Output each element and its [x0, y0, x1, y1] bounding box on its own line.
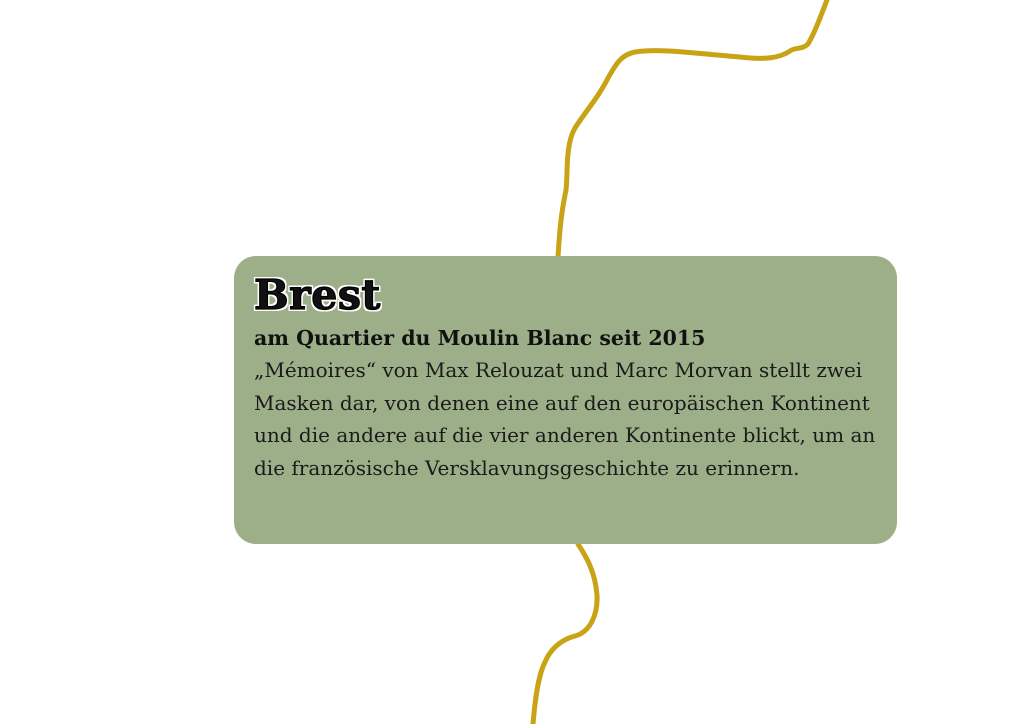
location-title: Brest	[254, 271, 381, 319]
location-description: „Mémoires“ von Max Relouzat und Marc Morvan stellt zwei Masken dar, von denen eine auf den europäischen Kontinent und die andere auf die vier anderen Kontinente blickt, um an die französische Versklavungsgeschichte zu erinnern.	[254, 358, 876, 480]
location-info-card	[234, 256, 897, 544]
location-subtitle: am Quartier du Moulin Blanc seit 2015	[254, 326, 706, 350]
